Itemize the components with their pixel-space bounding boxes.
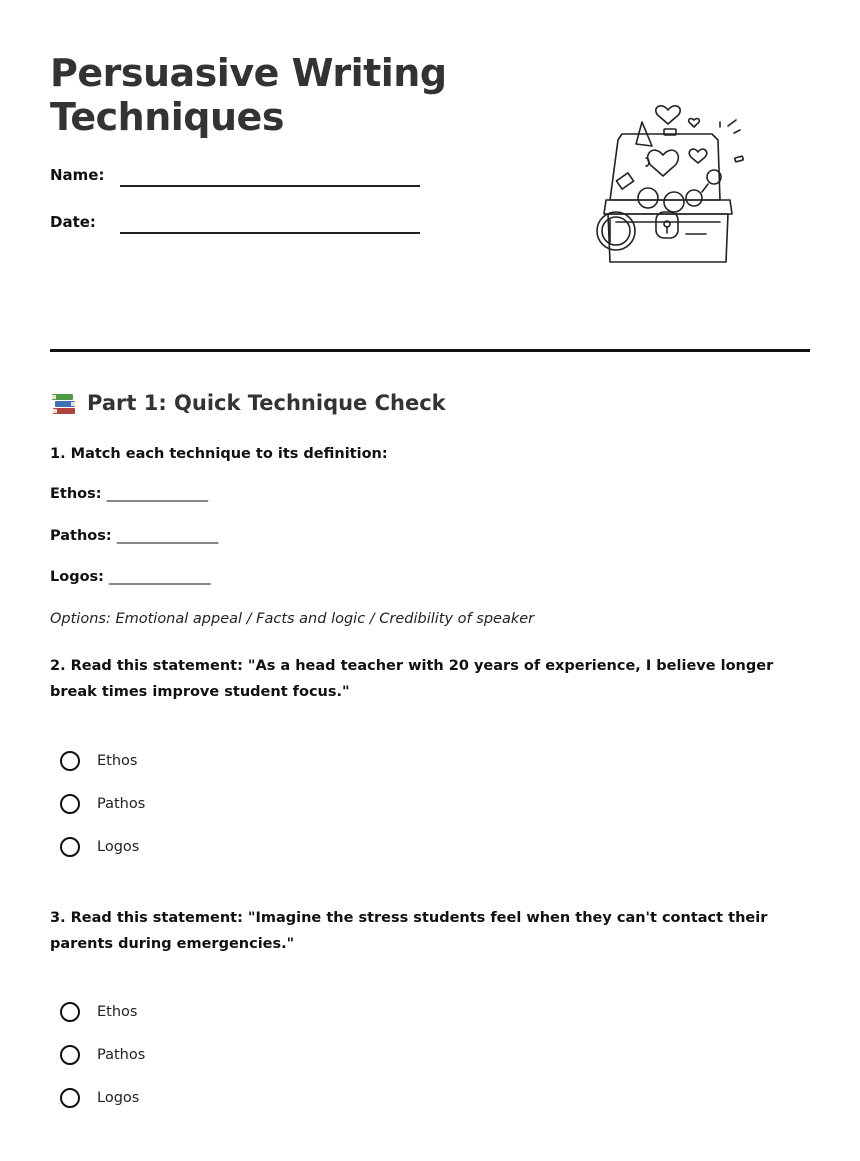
- date-line[interactable]: [120, 232, 420, 234]
- match-blank-pathos[interactable]: ______________: [116, 528, 219, 544]
- radio-button[interactable]: [60, 1088, 80, 1108]
- match-label-logos: Logos:: [50, 569, 104, 585]
- part1-heading: [50, 388, 446, 418]
- q3-option-logos[interactable]: [60, 1086, 139, 1110]
- options-note: Options: Emotional appeal / Facts and logic / Credibility of speaker: [50, 611, 535, 627]
- radio-button[interactable]: [60, 751, 80, 771]
- radio-button[interactable]: [60, 837, 80, 857]
- match-blank-logos[interactable]: ______________: [109, 569, 211, 585]
- question-2-text: 2. Read this statement: "As a head teacher with 20 years of experience, I believe longer break times improve student focus.": [50, 658, 774, 700]
- treasure-chest-icon: [590, 100, 750, 270]
- name-field[interactable]: [50, 164, 420, 188]
- radio-button[interactable]: [60, 1045, 80, 1065]
- match-label-pathos: Pathos:: [50, 528, 112, 544]
- match-blank-ethos[interactable]: ______________: [106, 486, 209, 502]
- q3-option-pathos[interactable]: [60, 1043, 145, 1067]
- page-title: Persuasive Writing Techniques: [50, 51, 447, 139]
- name-line[interactable]: [120, 185, 420, 187]
- books-icon: [50, 389, 78, 417]
- q2-option-logos[interactable]: [60, 835, 139, 859]
- match-label-ethos: Ethos:: [50, 486, 102, 502]
- q3-option-ethos[interactable]: [60, 1000, 137, 1024]
- date-label: Date:: [50, 213, 96, 231]
- match-item-logos[interactable]: [50, 569, 211, 585]
- q2-option-ethos[interactable]: [60, 749, 137, 773]
- section-divider: [50, 349, 810, 352]
- question-1-text: 1. Match each technique to its definition:: [50, 446, 388, 462]
- question-3-text: 3. Read this statement: "Imagine the stress students feel when they can't contact their parents during emergencies.": [50, 910, 768, 952]
- radio-label: Pathos: [97, 1047, 146, 1063]
- match-item-pathos[interactable]: [50, 528, 218, 544]
- part1-heading-text: Part 1: Quick Technique Check: [87, 391, 446, 415]
- radio-label: Pathos: [97, 796, 146, 812]
- q2-option-pathos[interactable]: [60, 792, 145, 816]
- radio-button[interactable]: [60, 794, 80, 814]
- radio-label: Ethos: [97, 753, 138, 769]
- name-label: Name:: [50, 166, 105, 184]
- date-field[interactable]: [50, 211, 420, 235]
- radio-label: Logos: [97, 1090, 140, 1106]
- match-item-ethos[interactable]: [50, 486, 208, 502]
- radio-label: Ethos: [97, 1004, 138, 1020]
- radio-label: Logos: [97, 839, 140, 855]
- radio-button[interactable]: [60, 1002, 80, 1022]
